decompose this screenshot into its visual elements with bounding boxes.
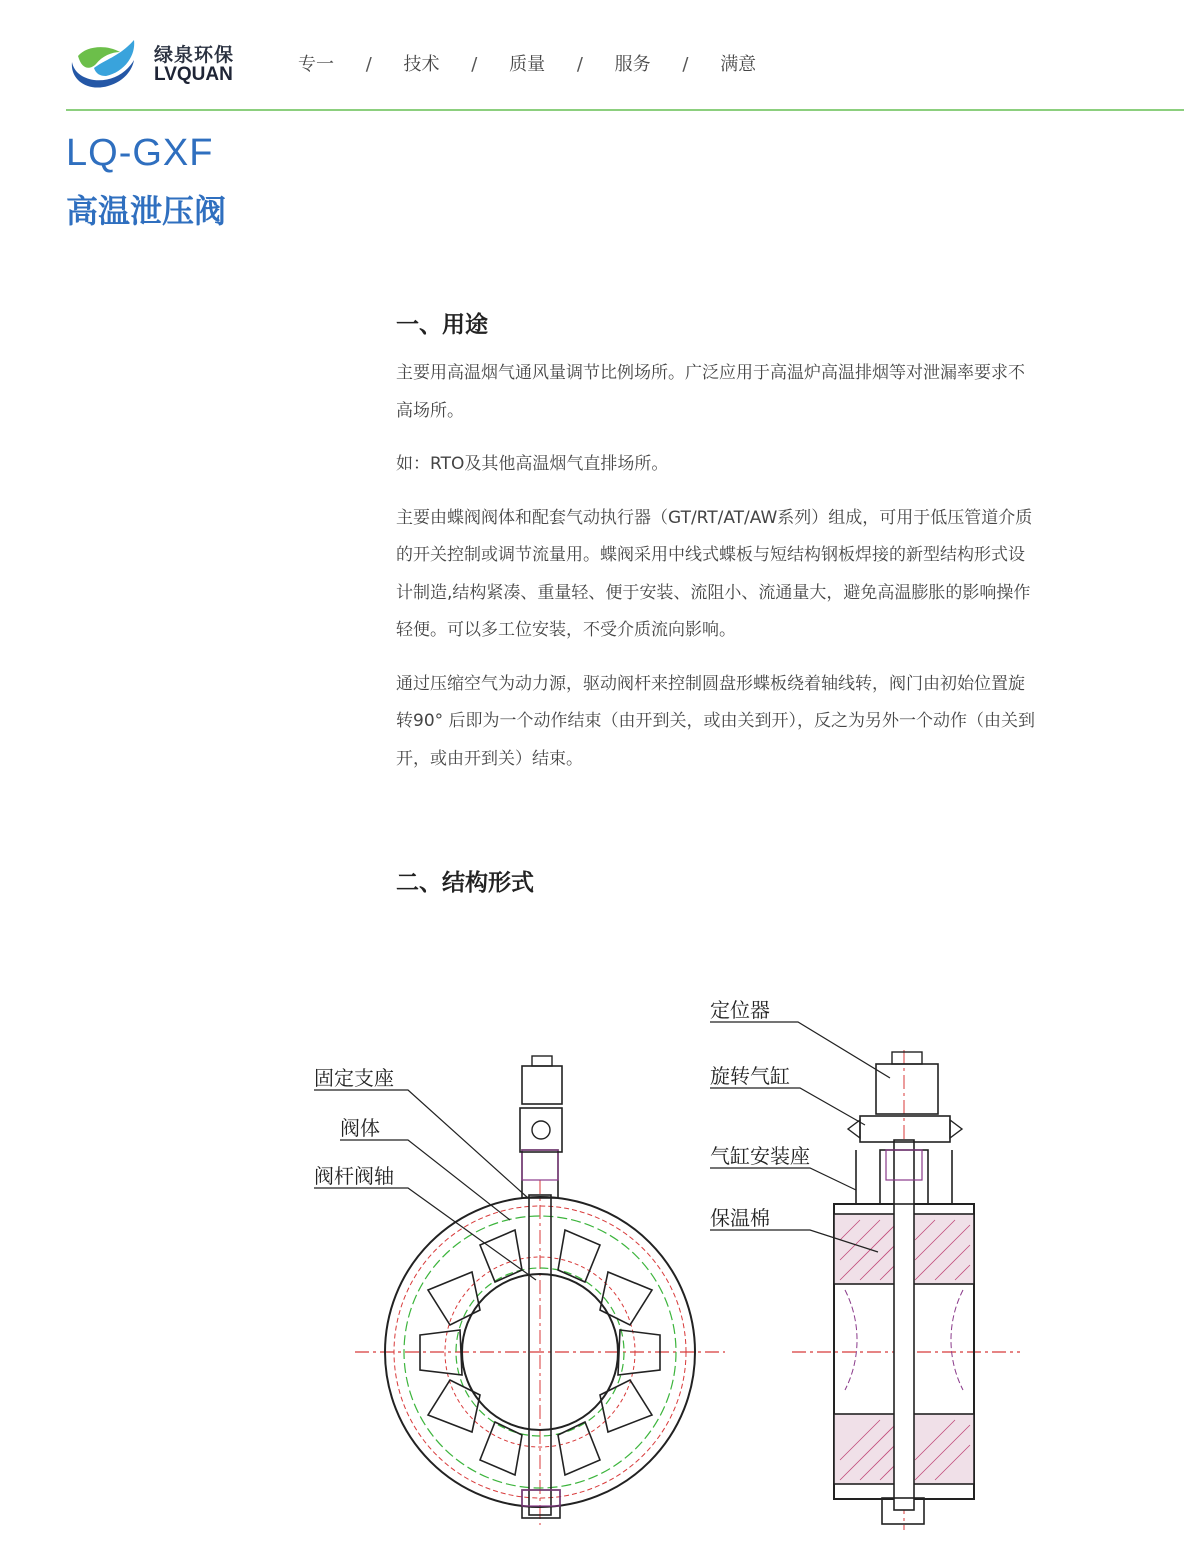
valve-side-view: [792, 1050, 1020, 1530]
valve-drawing: [300, 990, 1040, 1530]
nav-separator: /: [576, 54, 583, 75]
label-insulation-cotton: 保温棉: [710, 1206, 770, 1230]
product-name: 高温泄压阀: [66, 192, 227, 230]
section-usage: [396, 306, 1036, 794]
section-structure: [396, 864, 1036, 897]
logo-mark-icon: [64, 34, 144, 94]
valve-structure-diagram: [300, 990, 1040, 1530]
usage-paragraph: 主要由蝶阀阀体和配套气动执行器（GT/RT/AT/AW系列）组成，可用于低压管道介质的开关控制或调节流量用。蝶阀采用中线式蝶板与短结构钢板焊接的新型结构形式设计制造,结构紧凑、重量轻、便于安装、流阻小、流通量大，避免高温膨胀的影响操作轻便。可以多工位安装，不受介质流向影响。: [396, 507, 1033, 640]
section-usage-heading: 一、用途: [396, 312, 488, 338]
page-header: [0, 0, 1184, 112]
label-valve-stem-shaft: 阀杆阀轴: [314, 1164, 394, 1188]
logo-english-name: LVQUAN: [154, 64, 233, 85]
usage-paragraph: 通过压缩空气为动力源，驱动阀杆来控制圆盘形蝶板绕着轴线转，阀门由初始位置旋转90° 后即为一个动作结束（由开到关，或由关到开），反之为另外一个动作（由关到开，或由开到关）结束。: [396, 673, 1036, 769]
brand-logo[interactable]: [64, 34, 254, 94]
nav-item-satisfaction: 满意: [720, 54, 757, 75]
header-slogan-nav: [298, 50, 782, 76]
product-model: LQ-GXF: [66, 132, 214, 174]
valve-front-view: [355, 1056, 725, 1525]
label-cylinder-mount: 气缸安装座: [710, 1144, 810, 1168]
label-fixed-support: 固定支座: [314, 1066, 394, 1090]
usage-paragraph: 如：RTO及其他高温烟气直排场所。: [396, 454, 669, 474]
logo-chinese-name: 绿泉环保: [154, 44, 235, 66]
section-structure-heading: 二、结构形式: [396, 870, 534, 896]
nav-separator: /: [471, 54, 478, 75]
label-rotary-cylinder: 旋转气缸: [710, 1064, 790, 1088]
nav-item-technology: 技术: [403, 54, 440, 75]
label-valve-body: 阀体: [340, 1116, 380, 1140]
header-divider: [66, 109, 1184, 111]
nav-item-quality: 质量: [509, 54, 546, 75]
nav-separator: /: [682, 54, 689, 75]
nav-item-focus: 专一: [298, 54, 334, 75]
nav-separator: /: [365, 54, 372, 75]
label-positioner: 定位器: [710, 998, 770, 1022]
usage-paragraph: 主要用高温烟气通风量调节比例场所。广泛应用于高温炉高温排烟等对泄漏率要求不高场所。: [396, 363, 1025, 421]
nav-item-service: 服务: [614, 54, 651, 75]
